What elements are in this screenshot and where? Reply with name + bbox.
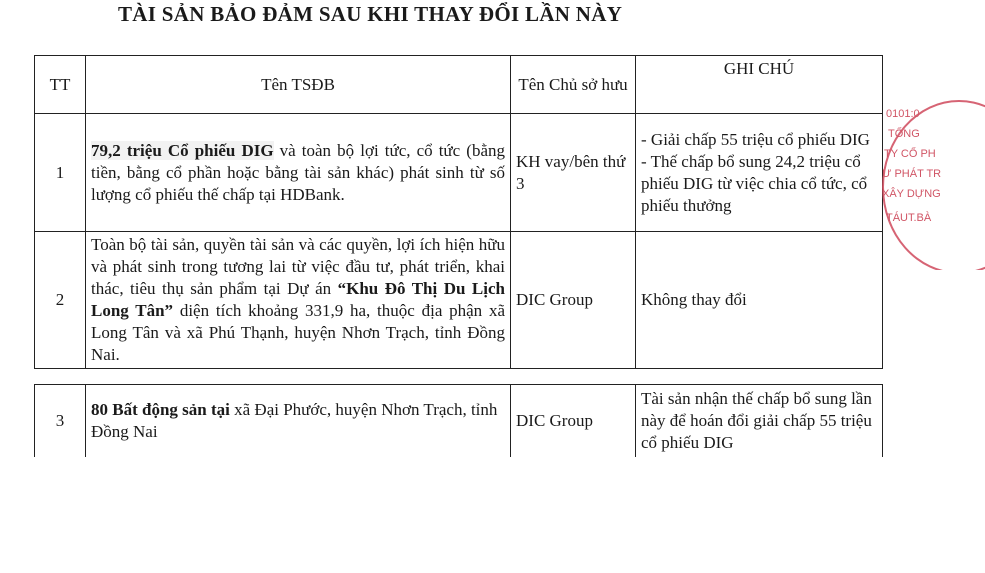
row-2-desc-bold: “Khu Đô Thị Du Lịch Long Tân” (91, 279, 505, 320)
row-2-tt: 2 (35, 232, 86, 369)
row-3-owner: DIC Group (511, 385, 636, 457)
row-3-desc-bold: 80 Bất động sản tại (91, 399, 230, 419)
row-1-note-line2: - Thế chấp bổ sung 24,2 triệu cổ phiếu DIG từ việc chia cổ tức, cổ phiếu thưởng (641, 151, 868, 215)
row-1-note-line1: - Giải chấp 55 triệu cổ phiếu DIG (641, 129, 870, 149)
row-2-desc-pre: Toàn bộ tài sản, quyền tài sản và các quyền, lợi ích hiện hữu và phát sinh trong tương lai từ việc đầu tư, phát triển, khai thác, tiêu thụ sản phẩm tại Dự án (91, 235, 505, 298)
header-owner: Tên Chủ sở hưu (511, 56, 636, 114)
row-2-description (86, 232, 511, 369)
row-1-owner: KH vay/bên thứ 3 (511, 114, 636, 232)
company-seal-stamp (880, 100, 985, 270)
stamp-line: XÂY DỰNG (882, 188, 941, 200)
row-1-tt: 1 (35, 114, 86, 232)
document-title: TÀI SẢN BẢO ĐẢM SAU KHI THAY ĐỔI LẦN NÀY (118, 2, 623, 26)
stamp-line: TY CỔ PH (884, 148, 936, 160)
stamp-line: 0101:0 (886, 108, 920, 120)
stamp-line: Ư PHÁT TR (882, 168, 942, 180)
row-1-desc-bold: 79,2 triệu Cổ phiếu DIG (91, 140, 274, 160)
header-note: GHI CHÚ (636, 56, 883, 114)
collateral-table-continued (34, 384, 883, 457)
row-3-description (86, 385, 511, 457)
row-3-tt: 3 (35, 385, 86, 457)
table-row (35, 385, 883, 457)
row-3-desc-rest: xã Đại Phước, huyện Nhơn Trạch, tỉnh Đồng Nai (91, 399, 498, 441)
row-1-note (636, 114, 883, 232)
table-row (35, 114, 883, 232)
row-2-desc-post: diện tích khoảng 331,9 ha, thuộc địa phận xã Long Tân và xã Phú Thạnh, huyện Nhơn Trạch, tỉnh Đồng Nai. (91, 301, 506, 364)
table-header-row (35, 56, 883, 114)
collateral-table (34, 55, 883, 369)
stamp-line: TỔNG (888, 128, 920, 140)
header-tt: TT (35, 56, 86, 114)
row-3-note: Tài sản nhận thế chấp bổ sung lần này để hoán đổi giải chấp 55 triệu cổ phiếu DIG (636, 385, 883, 457)
stamp-line: TÁUT.BÀ (886, 212, 932, 224)
row-1-desc-rest: và toàn bộ lợi tức, cổ tức (bằng tiền, bằng cổ phần hoặc bằng tài sản khác) phát sinh từ số lượng cổ phiếu thế chấp tại HDBank. (91, 140, 505, 204)
table-row (35, 232, 883, 369)
row-1-description (86, 114, 511, 232)
row-2-owner: DIC Group (511, 232, 636, 369)
header-ten-tsdb: Tên TSĐB (86, 56, 511, 114)
row-2-note: Không thay đổi (636, 232, 883, 369)
